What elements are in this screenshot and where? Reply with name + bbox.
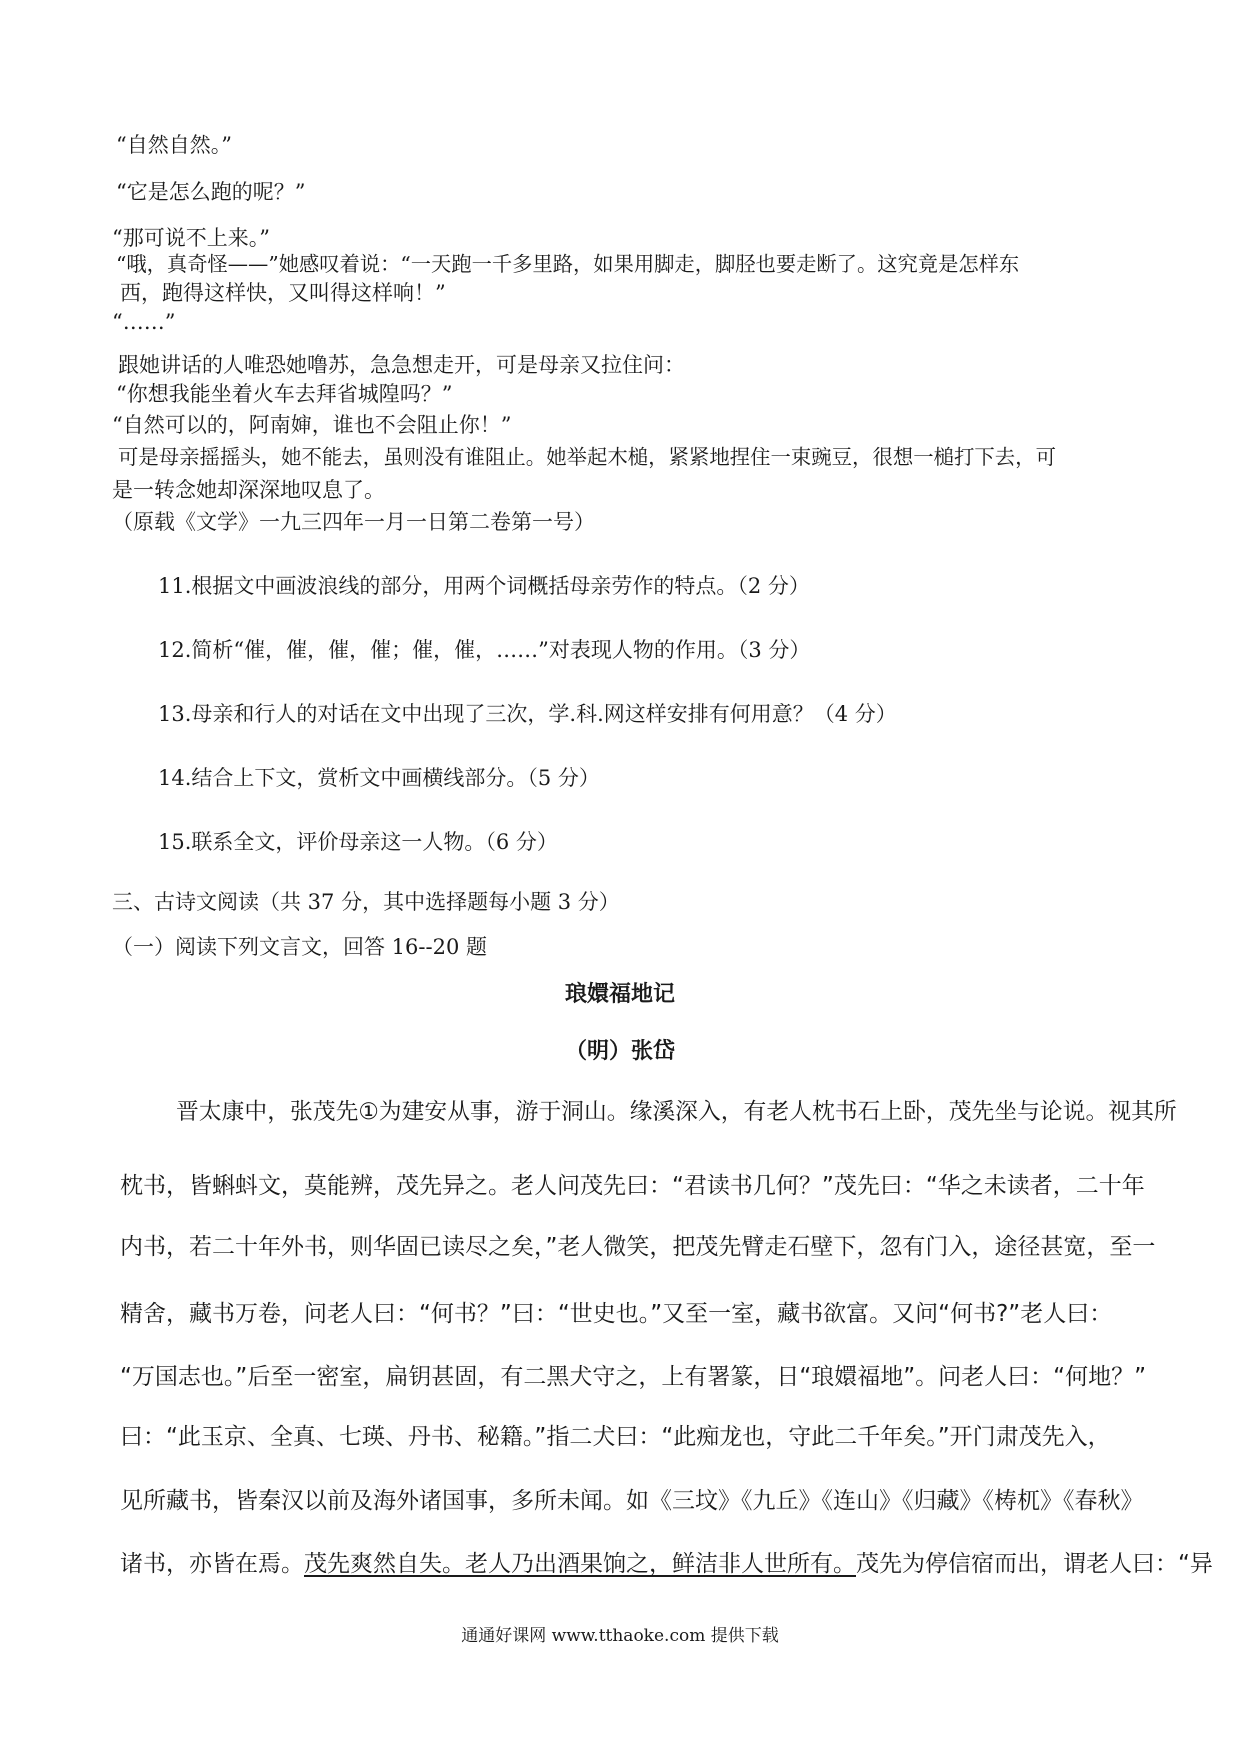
story-line-4: “哦，真奇怪——”她感叹着说：“一天跑一千多里路，如果用脚走，脚胫也要走断了。这究竟是怎样东 <box>116 252 1020 276</box>
story-line-10: 可是母亲摇摇头，她不能去，虽则没有谁阻止。她举起木槌，紧紧地捏住一束豌豆，很想一槌打下去，可 <box>118 445 1056 469</box>
classical-line-4: 精舍，藏书万卷，问老人曰：“何书？”曰：“世史也。”又至一室，藏书欲富。又问“何书?”老人曰： <box>120 1301 1113 1327</box>
section-subtitle: （一）阅读下列文言文，回答 16--20 题 <box>112 935 487 959</box>
story-line-1: “自然自然。” <box>116 133 232 157</box>
page-footer: 通通好课网 www.tthaoke.com 提供下载 <box>461 1626 779 1646</box>
classical-line-1: 晋太康中，张茂先①为建安从事，游于洞山。缘溪深入，有老人枕书石上卧，茂先坐与论说。视其所 <box>176 1099 1177 1125</box>
question-12: 12.简析“催，催，催，催；催，催，……”对表现人物的作用。（3 分） <box>158 638 811 662</box>
underlined-passage: 茂先爽然自失。老人乃出酒果饷之，鲜洁非人世所有。 <box>304 1551 856 1577</box>
classical-line-2: 枕书，皆蝌蚪文，莫能辨，茂先异之。老人问茂先曰：“君读书几何？”茂先曰：“华之未读者，二十年 <box>120 1173 1145 1199</box>
question-13: 13.母亲和行人的对话在文中出现了三次，学.科.网这样安排有何用意？（4 分） <box>158 702 897 726</box>
story-line-2: “它是怎么跑的呢？” <box>116 180 306 204</box>
story-line-5: 西，跑得这样快，又叫得这样响！” <box>120 281 446 305</box>
story-line-3: “那可说不上来。” <box>112 226 270 250</box>
story-line-7: 跟她讲话的人唯恐她噜苏，急急想走开，可是母亲又拉住问： <box>118 353 685 377</box>
story-line-6: “……” <box>112 310 176 334</box>
question-15: 15.联系全文，评价母亲这一人物。（6 分） <box>158 830 558 854</box>
section-title: 三、古诗文阅读（共 37 分，其中选择题每小题 3 分） <box>112 890 620 914</box>
classical-line-8 <box>120 1548 1213 1580</box>
classical-line-8-end: 茂先为停信宿而出，谓老人曰：“异 <box>856 1551 1213 1577</box>
classical-line-6: 曰：“此玉京、全真、七瑛、丹书、秘籍。”指二犬曰：“此痴龙也，守此二千年矣。”开门肃茂先入， <box>120 1424 1111 1450</box>
question-11: 11.根据文中画波浪线的部分，用两个词概括母亲劳作的特点。（2 分） <box>158 574 810 598</box>
question-14: 14.结合上下文，赏析文中画横线部分。（5 分） <box>158 766 600 790</box>
story-line-8: “你想我能坐着火车去拜省城隍吗？” <box>116 382 453 406</box>
classical-line-5: “万国志也。”后至一密室，扁钥甚固，有二黑犬守之，上有署篆，日“琅嬛福地”。问老人曰：“何地？” <box>120 1364 1146 1390</box>
classical-line-7: 见所藏书，皆秦汉以前及海外诸国事，多所未闻。如《三坟》《九丘》《连山》《归藏》《梼杌》《春秋》 <box>120 1488 1144 1514</box>
classical-title: 琅嬛福地记 <box>564 982 675 1007</box>
classical-line-3: 内书，若二十年外书，则华固已读尽之矣，”老人微笑，把茂先臂走石壁下，忽有门入，途径甚宽，至一 <box>120 1234 1156 1260</box>
classical-author: （明）张岱 <box>564 1039 675 1064</box>
source-note: （原载《文学》一九三四年一月一日第二卷第一号） <box>112 510 595 534</box>
classical-line-8-start: 诸书，亦皆在焉。 <box>120 1551 304 1577</box>
story-line-9: “自然可以的，阿南婶，谁也不会阻止你！” <box>112 413 512 437</box>
story-line-11: 是一转念她却深深地叹息了。 <box>112 478 385 502</box>
